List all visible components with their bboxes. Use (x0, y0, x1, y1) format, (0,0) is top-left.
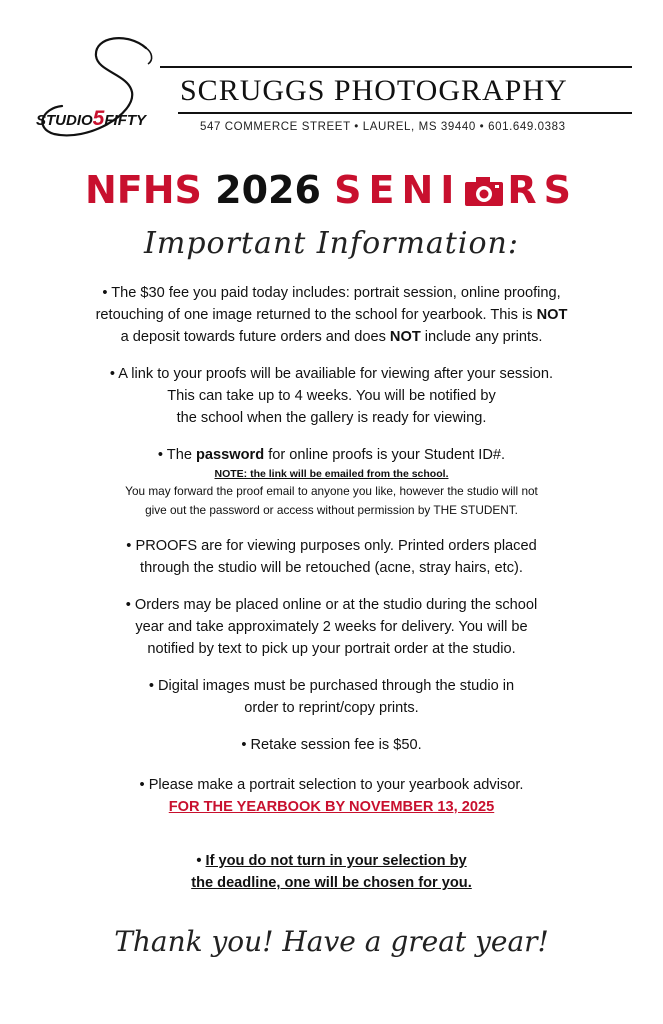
letterhead (0, 0, 663, 160)
list-item-password: • The password for online proofs is your Student ID#. NOTE: the link will be emailed from the school. You may forward the proof email to anyone you like, however the studio will not give out the password or access without permission by THE STUDENT. (20, 444, 643, 520)
title-school: NFHS (84, 168, 202, 212)
section-heading: Important Information: (144, 226, 519, 261)
camera-icon (464, 175, 504, 207)
header-rule-top (160, 66, 632, 68)
information-list (20, 282, 643, 909)
list-item-retake: • Retake session fee is $50. (241, 737, 422, 753)
closing-message: Thank you! Have a great year! (114, 925, 549, 958)
list-item-digital: • Digital images must be purchased through the studio in order to reprint/copy prints. (148, 678, 515, 716)
studio-logo-icon (28, 30, 188, 150)
list-item-proofs-link: • A link to your proofs will be availiable for viewing after your session. This can take up to 4 weeks. You will be notified by the school when the gallery is ready for viewing. (109, 366, 554, 426)
list-item-orders: • Orders may be placed online or at the studio during the school year and take approximately 2 weeks for delivery. You will be notified by text to pick up your portrait order at the studio. (125, 597, 538, 657)
list-item-warning: • If you do not turn in your selection by the deadline, one will be chosen for you. (191, 853, 472, 891)
header-rule-bottom (178, 112, 632, 114)
password-note: NOTE: the link will be emailed from the school. (214, 468, 449, 480)
page-title (0, 168, 663, 212)
title-seniors: SENI RS (334, 168, 579, 212)
logo-wordmark: STUDIO5FIFTY (36, 107, 147, 130)
list-item-fee: • The $30 fee you paid today includes: portrait session, online proofing, retouching of one image returned to the school for yearbook. This is NOT a deposit towards future orders and does NOT include any prints. (95, 285, 568, 345)
list-item-selection: • Please make a portrait selection to your yearbook advisor. FOR THE YEARBOOK BY NOVEMBER 13, 2025 (20, 774, 643, 818)
studio-name: SCRUGGS PHOTOGRAPHY (180, 74, 568, 107)
studio-address: 547 COMMERCE STREET • LAUREL, MS 39440 • 601.649.0383 (200, 121, 566, 133)
list-item-viewing: • PROOFS are for viewing purposes only. Printed orders placed through the studio will be retouched (acne, stray hairs, etc). (126, 538, 537, 576)
selection-deadline: FOR THE YEARBOOK BY NOVEMBER 13, 2025 (168, 799, 495, 815)
title-year: 2026 (215, 168, 321, 212)
